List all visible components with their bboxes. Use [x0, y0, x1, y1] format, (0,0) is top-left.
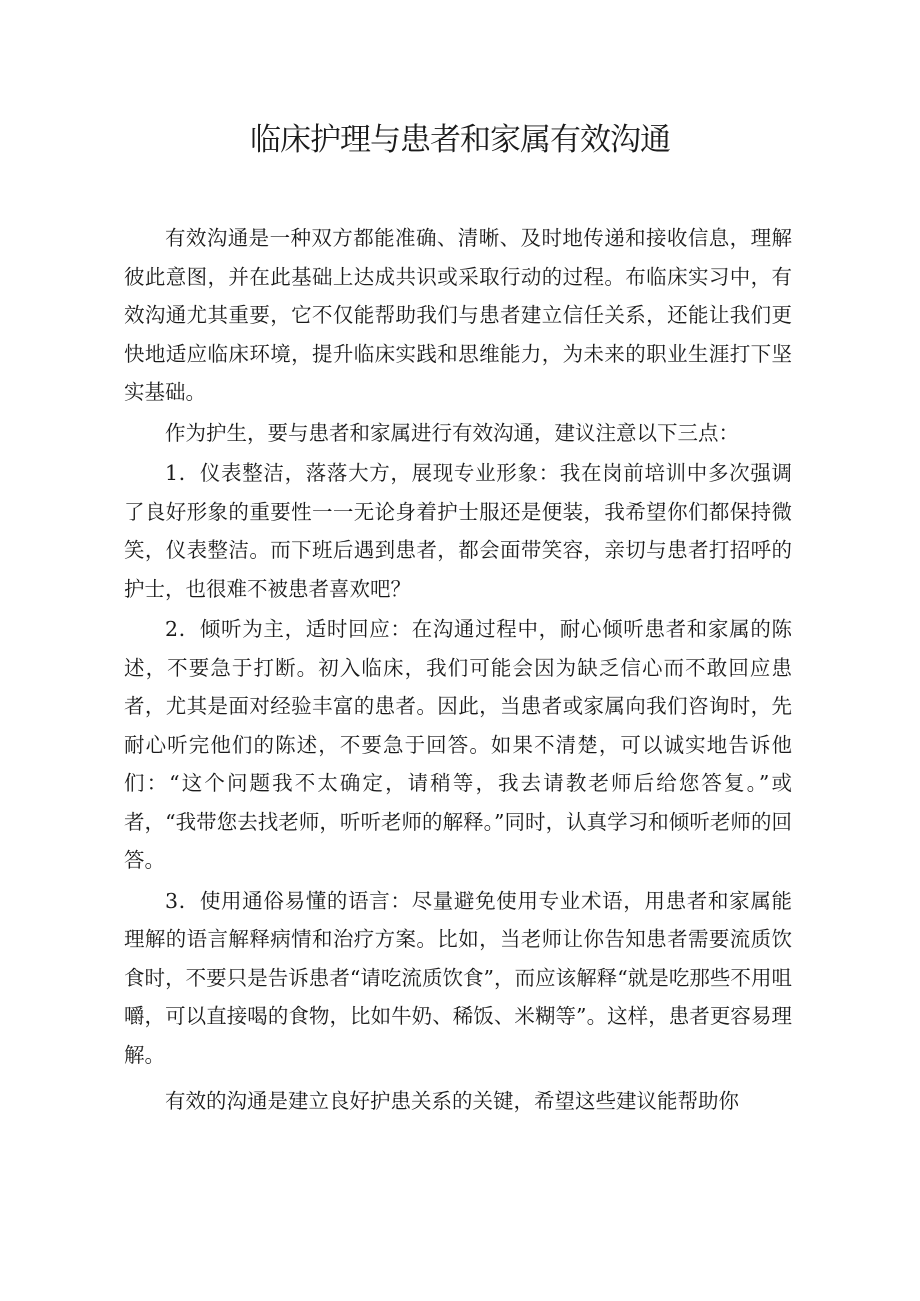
paragraph-conclusion: 有效的沟通是建立良好护患关系的关键，希望这些建议能帮助你 — [165, 1089, 739, 1113]
paragraph-point-2: 2．倾听为主，适时回应：在沟通过程中，耐心倾听患者和家属的陈述，不要急于打断。初入临床，我们可能会因为缺乏信心而不敢回应患者，尤其是面对经验丰富的患者。因此，当患者或家属向我们咨询时，先耐心听完他们的陈述，不要急于回答。如果不清楚，可以诚实地告诉他们：“这个问题我不太确定，请稍等，我去请教老师后给您答复。”或者，“我带您去找老师，听听老师的解释。”同时，认真学习和倾听老师的回答。 — [124, 617, 792, 872]
paragraph-point-1: 1．仪表整洁，落落大方，展现专业形象：我在岗前培训中多次强调了良好形象的重要性一一无论身着护士服还是便装，我希望你们都保持微笑，仪表整洁。而下班后遇到患者，都会面带笑容，亲切与患者打招呼的护士，也很难不被患者喜欢吧？ — [124, 461, 792, 601]
page-title: 临床护理与患者和家属有效沟通 — [250, 122, 670, 158]
paragraph-lead-in: 作为护生，要与患者和家属进行有效沟通，建议注意以下三点： — [165, 420, 739, 445]
paragraph-intro: 有效沟通是一种双方都能准确、清晰、及时地传递和接收信息，理解彼此意图，并在此基础上达成共识或采取行动的过程。布临床实习中，有效沟通尤其重要，它不仅能帮助我们与患者建立信任关系，还能让我们更快地适应临床环境，提升临床实践和思维能力，为未来的职业生涯打下坚实基础。 — [124, 226, 792, 404]
document-body — [124, 219, 792, 1123]
paragraph-point-3: 3．使用通俗易懂的语言：尽量避免使用专业术语，用患者和家属能理解的语言解释病情和治疗方案。比如，当老师让你告知患者需要流质饮食时，不要只是告诉患者“请吃流质饮食”，而应该解释“就是吃那些不用咀嚼，可以直接喝的食物，比如牛奶、稀饭、米糊等”。这样，患者更容易理解。 — [124, 888, 792, 1067]
